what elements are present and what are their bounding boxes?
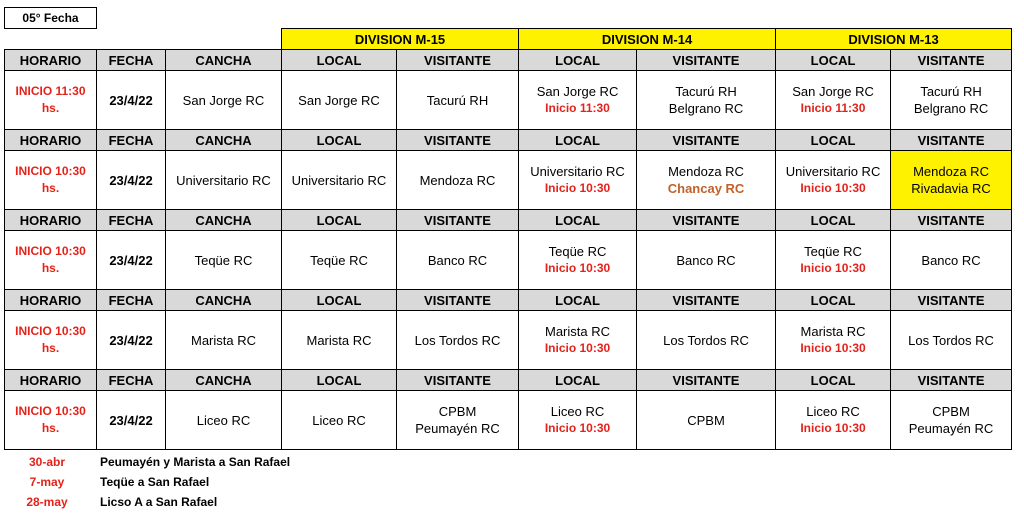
- fixture-table: [4, 28, 1012, 450]
- m14-local: San Jorge RC Inicio 11:30: [519, 71, 637, 130]
- note-text: Licso A a San Rafael: [100, 495, 218, 509]
- match-cancha: Universitario RC: [166, 151, 282, 210]
- m15-local: San Jorge RC: [282, 71, 397, 130]
- m15-local: Teqüe RC: [282, 231, 397, 290]
- note-date: 30-abr: [28, 455, 66, 469]
- match-horario: INICIO 10:30 hs.: [5, 391, 97, 450]
- header-visitante: VISITANTE: [637, 50, 776, 71]
- m14-local: Liceo RC Inicio 10:30: [519, 391, 637, 450]
- m14-local: Universitario RC Inicio 10:30: [519, 151, 637, 210]
- match-horario: INICIO 10:30 hs.: [5, 311, 97, 370]
- match-fecha: 23/4/22: [97, 311, 166, 370]
- m15-local: Marista RC: [282, 311, 397, 370]
- m14-visitante: Los Tordos RC: [637, 311, 776, 370]
- division-m15: DIVISION M-15: [282, 29, 519, 50]
- m15-local: Liceo RC: [282, 391, 397, 450]
- match-horario: INICIO 10:30 hs.: [5, 231, 97, 290]
- match-row: [5, 231, 1012, 290]
- header-row: HORARIO FECHA CANCHA LOCAL VISITANTE LOCAL VISITANTE LOCAL VISITANTE: [5, 130, 1012, 151]
- m15-visitante: Tacurú RH: [397, 71, 519, 130]
- header-row: [5, 50, 1012, 71]
- match-cancha: Teqüe RC: [166, 231, 282, 290]
- m14-visitante: Mendoza RC Chancay RC: [637, 151, 776, 210]
- note-date: 7-may: [29, 475, 65, 489]
- match-horario: INICIO 11:30 hs.: [5, 71, 97, 130]
- header-visitante: VISITANTE: [397, 50, 519, 71]
- round-label: 05° Fecha: [4, 7, 97, 29]
- m13-local: San Jorge RC Inicio 11:30: [776, 71, 891, 130]
- note-text: Peumayén y Marista a San Rafael: [100, 455, 291, 469]
- m13-local: Liceo RC Inicio 10:30: [776, 391, 891, 450]
- header-visitante: VISITANTE: [891, 50, 1012, 71]
- match-cancha: Liceo RC: [166, 391, 282, 450]
- m13-visitante: Tacurú RH Belgrano RC: [891, 71, 1012, 130]
- m13-local: Marista RC Inicio 10:30: [776, 311, 891, 370]
- m15-visitante: Mendoza RC: [397, 151, 519, 210]
- match-horario: INICIO 10:30 hs.: [5, 151, 97, 210]
- header-local: LOCAL: [519, 50, 637, 71]
- m14-local: Teqüe RC Inicio 10:30: [519, 231, 637, 290]
- match-fecha: 23/4/22: [97, 151, 166, 210]
- m13-local: Teqüe RC Inicio 10:30: [776, 231, 891, 290]
- travel-notes: [4, 455, 404, 515]
- m13-visitante: CPBM Peumayén RC: [891, 391, 1012, 450]
- header-row: HORARIO FECHA CANCHA LOCAL VISITANTE LOCAL VISITANTE LOCAL VISITANTE: [5, 210, 1012, 231]
- match-row: [5, 311, 1012, 370]
- header-horario: HORARIO: [5, 50, 97, 71]
- m13-visitante: Los Tordos RC: [891, 311, 1012, 370]
- header-local: LOCAL: [282, 50, 397, 71]
- match-cancha: San Jorge RC: [166, 71, 282, 130]
- header-cancha: CANCHA: [166, 50, 282, 71]
- m15-visitante: CPBM Peumayén RC: [397, 391, 519, 450]
- match-fecha: 23/4/22: [97, 71, 166, 130]
- division-m13: DIVISION M-13: [776, 29, 1012, 50]
- m13-local: Universitario RC Inicio 10:30: [776, 151, 891, 210]
- header-local: LOCAL: [776, 50, 891, 71]
- note-date: 28-may: [26, 495, 68, 509]
- m14-visitante: CPBM: [637, 391, 776, 450]
- match-row: [5, 391, 1012, 450]
- header-fecha: FECHA: [97, 50, 166, 71]
- m13-visitante: Banco RC: [891, 231, 1012, 290]
- match-cancha: Marista RC: [166, 311, 282, 370]
- m15-visitante: Banco RC: [397, 231, 519, 290]
- division-m14: DIVISION M-14: [519, 29, 776, 50]
- note-row: [4, 455, 404, 475]
- match-fecha: 23/4/22: [97, 391, 166, 450]
- m14-local: Marista RC Inicio 10:30: [519, 311, 637, 370]
- m15-local: Universitario RC: [282, 151, 397, 210]
- header-row: HORARIO FECHA CANCHA LOCAL VISITANTE LOCAL VISITANTE LOCAL VISITANTE: [5, 370, 1012, 391]
- division-row: [5, 29, 1012, 50]
- note-row: [4, 495, 404, 515]
- match-row: [5, 71, 1012, 130]
- m15-visitante: Los Tordos RC: [397, 311, 519, 370]
- note-row: [4, 475, 404, 495]
- match-row: [5, 151, 1012, 210]
- match-fecha: 23/4/22: [97, 231, 166, 290]
- m14-visitante: Banco RC: [637, 231, 776, 290]
- m13-visitante: Mendoza RC Rivadavia RC: [891, 151, 1012, 210]
- note-text: Teqüe a San Rafael: [100, 475, 210, 489]
- header-row: HORARIO FECHA CANCHA LOCAL VISITANTE LOCAL VISITANTE LOCAL VISITANTE: [5, 290, 1012, 311]
- m14-visitante: Tacurú RH Belgrano RC: [637, 71, 776, 130]
